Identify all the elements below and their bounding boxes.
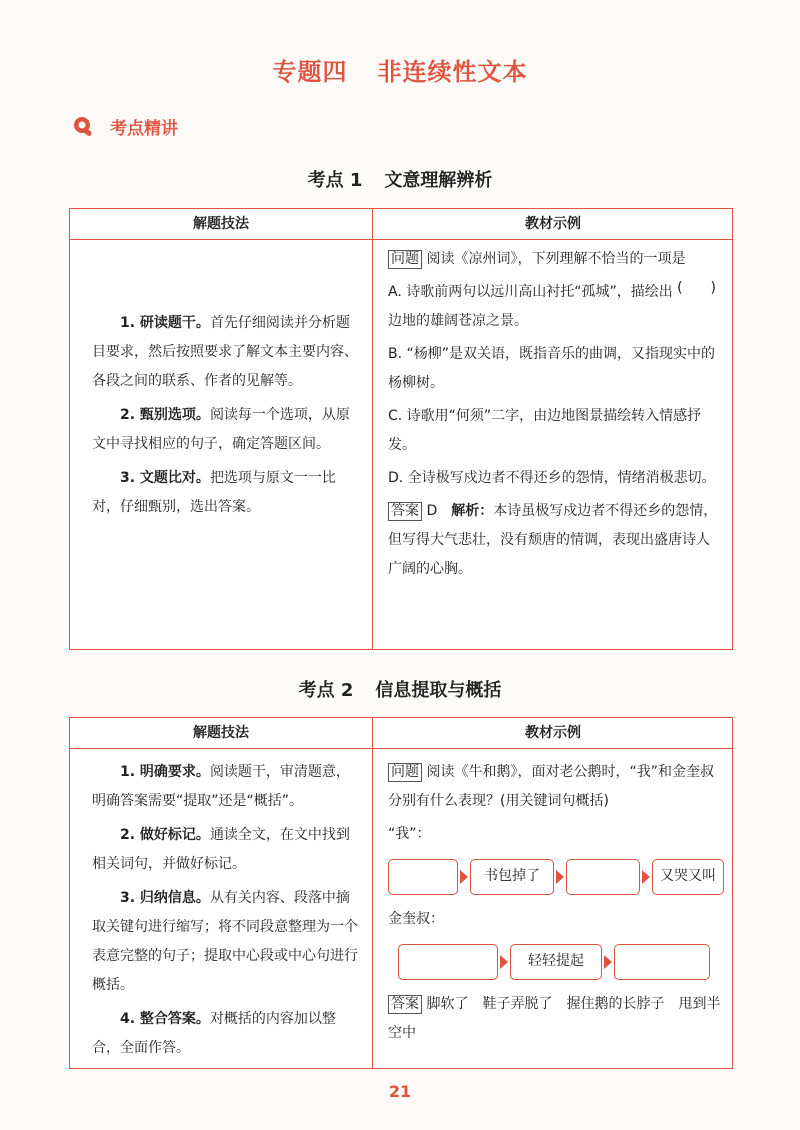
page-number: 21 (388, 1082, 412, 1101)
kp1-method-2: 2. 甄别选项。阅读每一个选项，从原文中寻找相应的句子，确定答题区间。 (92, 407, 350, 452)
filled-box: 又哭又叫 (652, 859, 724, 895)
header-divider (70, 748, 732, 749)
kp1-option-b: B. “杨柳”是双关语，既指音乐的曲调，又指现实中的杨柳树。 (388, 346, 716, 391)
page-title (0, 52, 800, 87)
answer-tag: 答案 (388, 502, 422, 521)
kp1-example (388, 245, 722, 584)
kp2-me-label: “我”： (388, 826, 431, 842)
kp1-number: 考点 1 (307, 170, 363, 191)
filled-box: 书包掉了 (470, 859, 554, 895)
arrow-right-icon (556, 870, 564, 884)
kp1-question: 问题 阅读《凉州词》，下列理解不恰当的一项是 ( ) (388, 245, 722, 274)
question-tag: 问题 (388, 250, 422, 269)
kp2-method-2: 2. 做好标记。通读全文，在文中找到相关词句，并做好标记。 (92, 827, 350, 872)
topic-number: 专题四 (272, 58, 348, 86)
filled-box: 轻轻提起 (510, 944, 602, 980)
kp1-name: 文意理解辨析 (384, 170, 493, 191)
arrow-right-icon (460, 870, 468, 884)
question-tag: 问题 (388, 763, 422, 782)
kp1-table (69, 208, 733, 650)
kp1-option-d: D. 全诗极写戍边者不得还乡的怨情，情绪消极悲切。 (388, 470, 716, 486)
blank-box[interactable] (614, 944, 710, 980)
kp2-question: 问题 阅读《牛和鹅》，面对老公鹅时，“我”和金奎叔分别有什么表现？(用关键词句概括) (388, 764, 714, 809)
kp2-number: 考点 2 (298, 680, 354, 701)
kp1-header-example: 教材示例 (525, 216, 581, 232)
blank-box[interactable] (388, 859, 458, 895)
column-divider (372, 718, 373, 1068)
kp1-method-1: 1. 研读题干。首先仔细阅读并分析题目要求，然后按照要求了解文本主要内容、各段之间的联系、作者的见解等。 (92, 315, 358, 389)
kp1-answer: 答案 D 解析：本诗虽极写戍边者不得还乡的怨情，但写得大气悲壮，没有颓唐的情调，表现出盛唐诗人广阔的心胸。 (388, 503, 718, 577)
answer-paren: ( ) (677, 280, 716, 296)
answer-tag: 答案 (388, 995, 422, 1014)
kp1-option-c: C. 诗歌用“何须”二字，由边地图景描绘转入情感抒发。 (388, 408, 702, 453)
kp2-example (388, 758, 722, 1048)
kp1-option-a: A. 诗歌前两句以远川高山衬托“孤城”，描绘出边地的雄阔苍凉之景。 (388, 284, 673, 329)
kp2-me-flow (388, 855, 722, 901)
column-divider (372, 209, 373, 649)
kp2-method-1: 1. 明确要求。阅读题干，审清题意，明确答案需要“提取”还是“概括”。 (92, 764, 350, 809)
kp2-answer: 答案 脚软了 鞋子弄脱了 握住鹅的长脖子 甩到半空中 (388, 996, 721, 1041)
kp2-method-4: 4. 整合答案。对概括的内容加以整合，全面作答。 (92, 1011, 336, 1056)
arrow-right-icon (604, 955, 612, 969)
kp1-title (0, 166, 800, 192)
kp2-uncle-flow (388, 940, 722, 986)
blank-box[interactable] (566, 859, 640, 895)
kp1-method-3: 3. 文题比对。把选项与原文一一比对，仔细甄别，选出答案。 (92, 470, 336, 515)
topic-name: 非连续性文本 (377, 58, 528, 86)
kp2-table (69, 717, 733, 1069)
lightbulb-icon (72, 115, 96, 139)
kp2-header-method: 解题技法 (193, 725, 249, 741)
section-label: 考点精讲 (110, 119, 178, 139)
kp1-header-method: 解题技法 (193, 216, 249, 232)
header-divider (70, 239, 732, 240)
kp1-method-list (92, 309, 360, 522)
kp2-method-3: 3. 归纳信息。从有关内容、段落中摘取关键句进行缩写；将不同段意整理为一个表意完整的句子；提取中心段或中心句进行概括。 (92, 890, 358, 993)
arrow-right-icon (500, 955, 508, 969)
kp2-uncle-label: 金奎叔： (388, 911, 444, 927)
section-header (72, 114, 178, 139)
kp2-title (0, 676, 800, 702)
kp2-header-example: 教材示例 (525, 725, 581, 741)
arrow-right-icon (642, 870, 650, 884)
blank-box[interactable] (398, 944, 498, 980)
kp2-method-list (92, 758, 360, 1063)
kp2-name: 信息提取与概括 (375, 680, 502, 701)
